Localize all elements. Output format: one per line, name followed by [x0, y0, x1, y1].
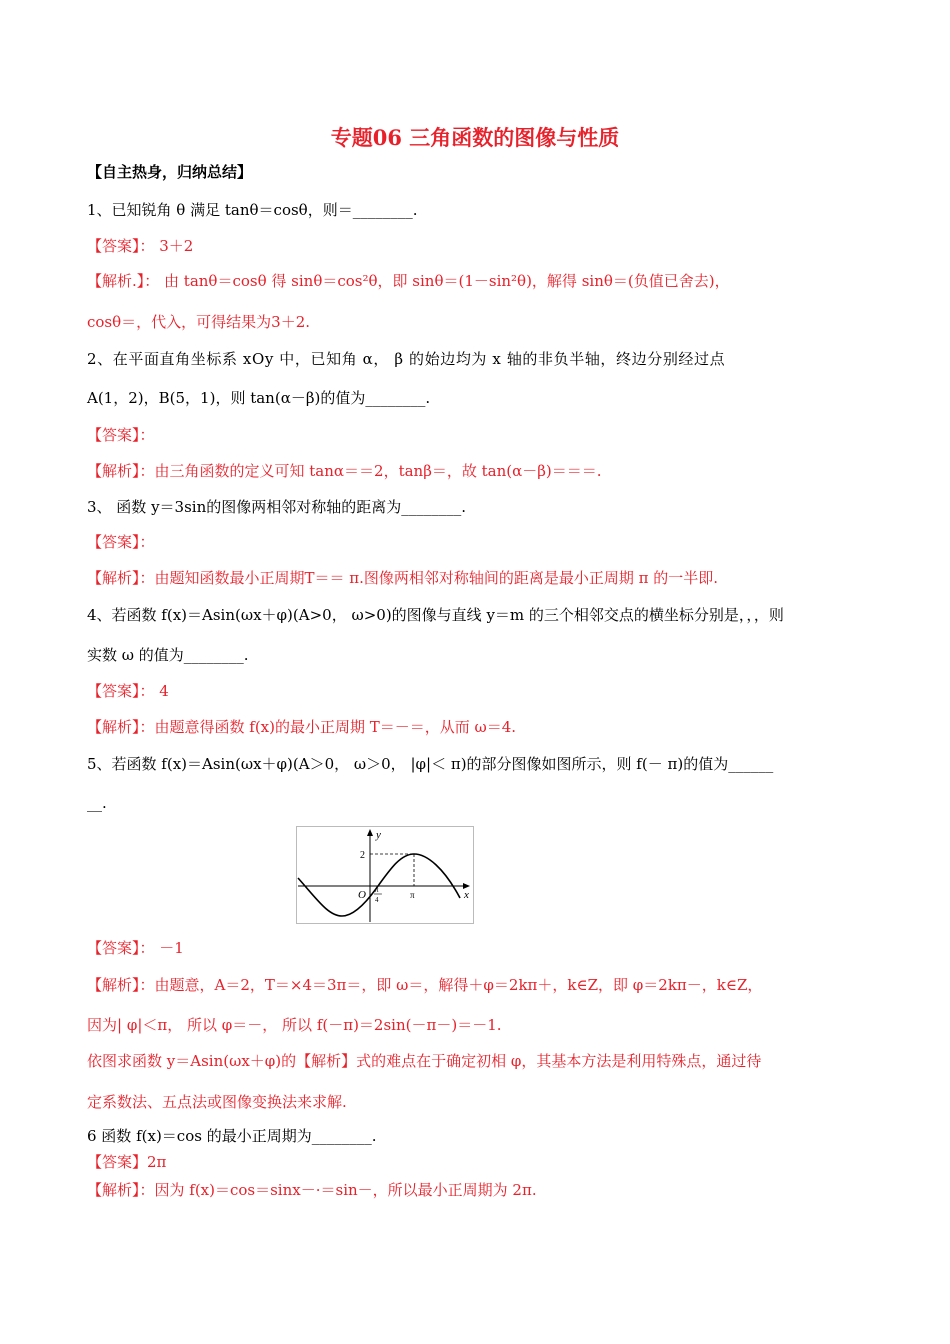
q4-question: 4、若函数 f(x)＝Asin(ωx＋φ)(A>0， ω>0)的图像与直线 y＝m 的三个相邻交点的横坐标分别是，，，则	[87, 606, 784, 624]
q1-answer: 【答案】： 3＋2	[87, 237, 194, 255]
q6-solution: 【解析】：因为 f(x)＝cos＝sinx－·＝sin－，所以最小正周期为 2π.	[87, 1181, 537, 1199]
q5-question-cont: __.	[87, 794, 107, 812]
q3-answer: 【答案】：	[87, 533, 155, 551]
x-axis-label: x	[464, 889, 469, 901]
q2-answer: 【答案】：	[87, 426, 155, 444]
q1-solution: 【解析.】： 由 tanθ＝cosθ 得 sinθ＝cos²θ，即 sinθ＝(1－sin²θ)，解得 sinθ＝(负值已舍去)，	[87, 272, 730, 290]
origin-label: O	[358, 889, 366, 901]
q4-question-cont: 实数 ω 的值为________.	[87, 646, 249, 664]
q6-answer: 【答案】2π	[87, 1153, 167, 1171]
sine-curve	[298, 854, 460, 916]
q2-question: 2、在平面直角坐标系 xOy 中，已知角 α， β 的始边均为 x 轴的非负半轴，终边分别经过点	[87, 350, 726, 368]
x-tick-pi-label: π	[410, 890, 415, 900]
q2-solution: 【解析】：由三角函数的定义可知 tanα＝＝2，tanβ＝，故 tan(α－β)＝＝＝.	[87, 462, 602, 480]
sine-graph-figure	[296, 826, 474, 924]
q1-solution-cont: cosθ＝，代入，可得结果为3＋2.	[87, 313, 311, 331]
q4-solution: 【解析】：由题意得函数 f(x)的最小正周期 T＝－＝，从而 ω＝4.	[87, 718, 517, 736]
q5-solution-cont: 因为| φ|＜π， 所以 φ＝－， 所以 f(－π)＝2sin(－π－)＝－1.	[87, 1016, 502, 1034]
graph-border	[297, 827, 474, 924]
q6-question: 6 函数 f(x)＝cos 的最小正周期为________.	[87, 1127, 377, 1145]
q4-answer: 【答案】： 4	[87, 682, 169, 700]
x-tick-pi4-denominator: 4	[375, 896, 379, 904]
q1-question: 1、已知锐角 θ 满足 tanθ＝cosθ，则＝________.	[87, 201, 418, 219]
y-axis-arrow	[367, 829, 373, 836]
y-axis-label: y	[376, 829, 381, 841]
q5-note: 依图求函数 y＝Asin(ωx＋φ)的【解析】式的难点在于确定初相 φ，其基本方法是利用特殊点，通过待	[87, 1052, 762, 1070]
q5-question: 5、若函数 f(x)＝Asin(ωx＋φ)(A＞0， ω＞0， |φ|＜ π)的部分图像如图所示，则 f(－ π)的值为______	[87, 755, 774, 773]
q3-question: 3、 函数 y＝3sin的图像两相邻对称轴的距离为________.	[87, 498, 467, 516]
q5-solution: 【解析】：由题意，A＝2，T＝×4＝3π＝，即 ω＝，解得＋φ＝2kπ＋，k∈Z，即 φ＝2kπ－，k∈Z，	[87, 976, 763, 994]
section-heading: 【自主热身，归纳总结】	[87, 163, 253, 181]
q5-answer: 【答案】： －1	[87, 939, 184, 957]
q2-question-cont: A(1，2)，B(5，1)，则 tan(α－β)的值为________.	[87, 389, 431, 407]
q5-note-cont: 定系数法、五点法或图像变换法来求解.	[87, 1093, 347, 1111]
q3-solution: 【解析】：由题知函数最小正周期T＝＝ π.图像两相邻对称轴间的距离是最小正周期 π 的一半即.	[87, 569, 719, 587]
y-tick-label: 2	[360, 850, 365, 861]
x-tick-pi4-numerator: π	[375, 886, 379, 894]
page-title: 专题06 三角函数的图像与性质	[330, 125, 620, 150]
